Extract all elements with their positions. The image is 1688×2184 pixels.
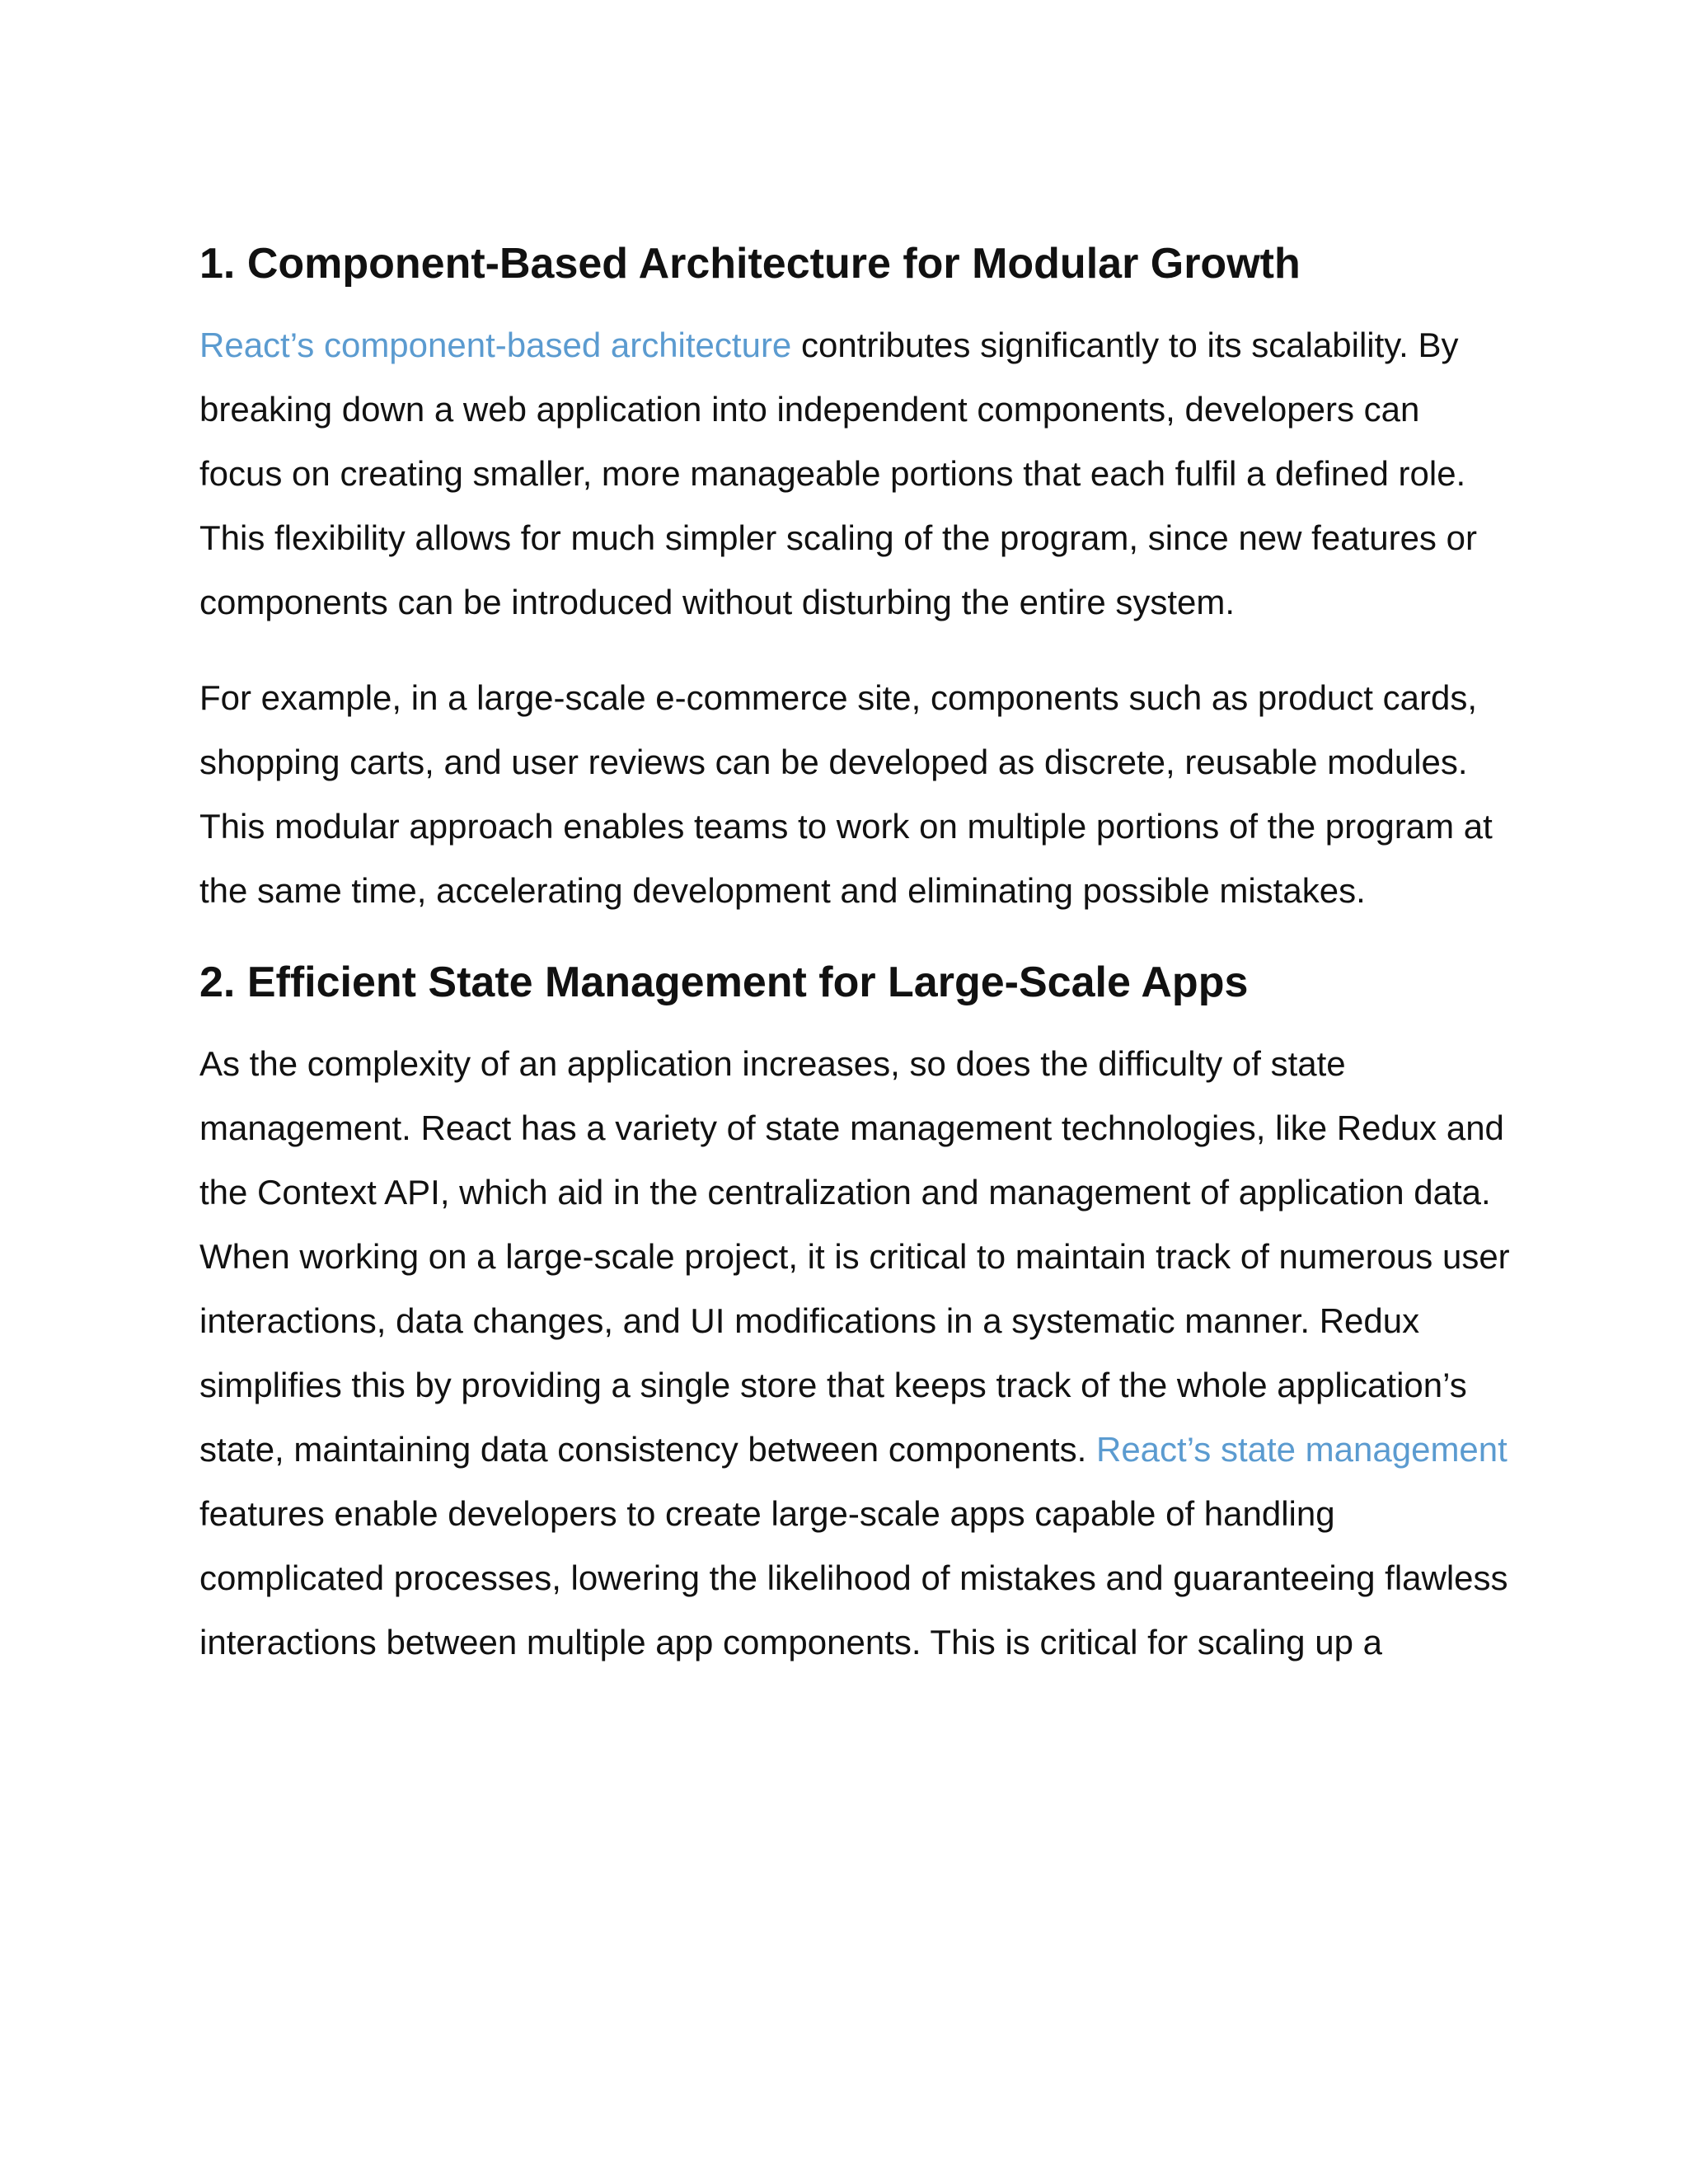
paragraph-ecommerce-example: For example, in a large-scale e-commerce site, components such as product cards, shopping carts, and user reviews can be developed as discrete, reusable modules. This modular approach enables teams to work on multiple portions of the program at the same time, accelerating development and eliminating possible mistakes. bbox=[199, 678, 1493, 910]
paragraph-text: As the complexity of an application increases, so does the difficulty of state management. React has a variety of state management technologies, like Redux and the Context API, which aid in the centralization and management of application data. When working on a large-scale project, it is critical to maintain track of numerous user interactions, data changes, and UI modifications in a systematic manner. Redux simplifies this by providing a single store that keeps track of the whole application’s state, maintaining data consistency between components. bbox=[199, 1044, 1510, 1469]
paragraph-state-management bbox=[199, 1032, 1510, 1675]
section-heading-state-management: 2. Efficient State Management for Large-Scale Apps bbox=[199, 958, 1249, 1006]
link-state-management[interactable]: React’s state management bbox=[1095, 1430, 1507, 1469]
paragraph-text: features enable developers to create large-scale apps capable of handling complicated processes, lowering the likelihood of mistakes and guaranteeing flawless interactions between multiple app components. This is critical for scaling up a bbox=[199, 1494, 1508, 1661]
paragraph-component-architecture bbox=[199, 313, 1510, 635]
section-heading-component-architecture: 1. Component-Based Architecture for Modular Growth bbox=[199, 240, 1301, 288]
link-component-based-architecture[interactable]: React’s component-based architecture bbox=[199, 326, 792, 364]
paragraph-text: contributes significantly to its scalability. By breaking down a web application into independent components, developers can focus on creating smaller, more manageable portions that each fulfil a defined role. This flexibility allows for much simpler scaling of the program, since new features or components can be introduced without disturbing the entire system. bbox=[199, 326, 1477, 621]
article-body bbox=[199, 229, 1510, 1675]
